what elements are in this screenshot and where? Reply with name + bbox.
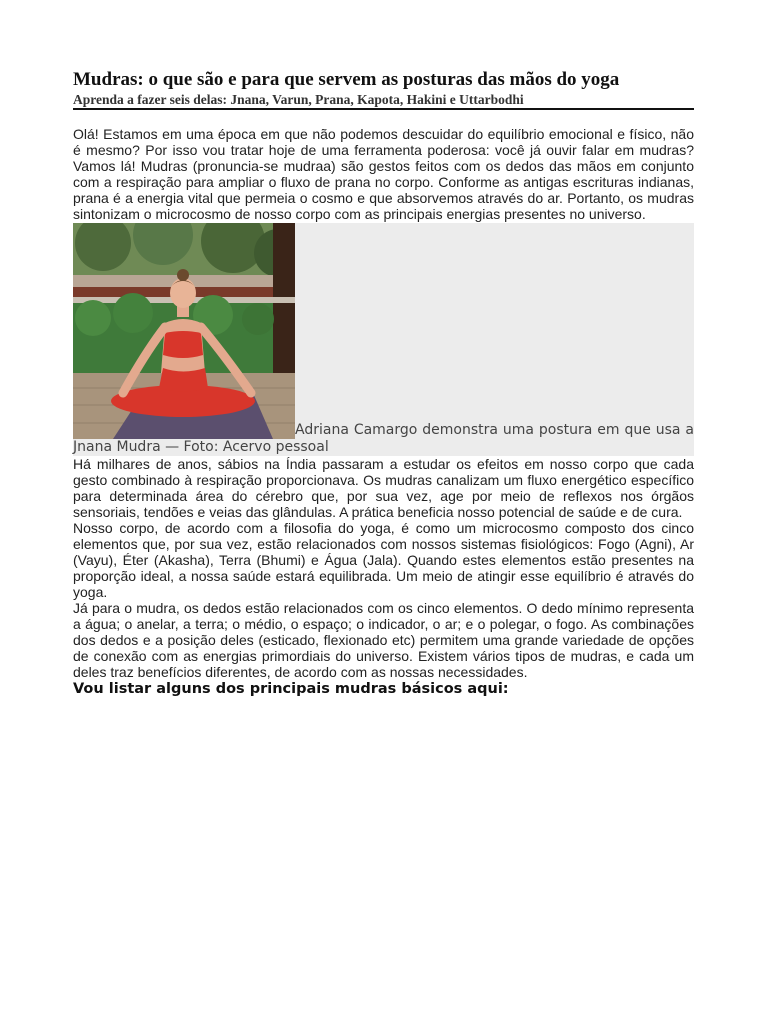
figure-caption-block: [73, 223, 694, 456]
paragraph-history: Há milhares de anos, sábios na Índia passaram a estudar os efeitos em nosso corpo que cada gesto combinado à respiração proporcionava. Os mudras canalizam um fluxo energético específico para determinada área do cérebro que, por sua vez, age por meio de reflexos nos órgãos sensoriais, tendões e veias das glândulas. A prática beneficia nosso potencial de saúde e de cura.: [73, 456, 694, 520]
yoga-photo: [73, 223, 295, 439]
article-subtitle: Aprenda a fazer seis delas: Jnana, Varun, Prana, Kapota, Hakini e Uttarbodhi: [73, 92, 694, 110]
paragraph-elements: Nosso corpo, de acordo com a filosofia do yoga, é como um microcosmo composto dos cinco elementos que, por sua vez, estão relacionados com nossos sistemas fisiológicos: Fogo (Agni), Ar (Vayu), Éter (Akasha), Terra (Bhumi) e Água (Jala). Quando estes elementos estão presentes na proporção ideal, a nossa saúde estará equilibrada. Um meio de atingir esse equilíbrio é através do yoga.: [73, 520, 694, 600]
list-heading: Vou listar alguns dos principais mudras básicos aqui:: [73, 681, 509, 697]
paragraph-fingers: Já para o mudra, os dedos estão relacionados com os cinco elementos. O dedo mínimo representa a água; o anelar, a terra; o médio, o espaço; o indicador, o ar; e o polegar, o fogo. As combinações dos dedos e a posição deles (esticado, flexionado etc) permitem uma grande variedade de opções de conexão com as energias primordiais do universo. Existem vários tipos de mudras, e cada um deles traz benefícios diferentes, de acordo com as nossas necessidades.: [73, 600, 694, 680]
intro-paragraph: Olá! Estamos em uma época em que não podemos descuidar do equilíbrio emocional e físico, não é mesmo? Por isso vou tratar hoje de uma ferramenta poderosa: você já ouvir falar em mudras? Vamos lá! Mudras (pronuncia-se mudraa) são gestos feitos com os dedos das mãos em conjunto com a respiração para ampliar o fluxo de prana no corpo. Conforme as antigas escrituras indianas, prana é a energia vital que permeia o cosmo e que absorvemos através do ar. Portanto, os mudras sintonizam o microcosmo de nosso corpo com as principais energias presentes no universo.: [73, 126, 694, 222]
article: [73, 68, 694, 698]
figure-caption: Adriana Camargo demonstra uma postura em que usa a Jnana Mudra — Foto: Acervo pessoal: [73, 422, 694, 455]
article-title: Mudras: o que são e para que servem as posturas das mãos do yoga: [73, 69, 620, 90]
figure: [73, 223, 694, 456]
